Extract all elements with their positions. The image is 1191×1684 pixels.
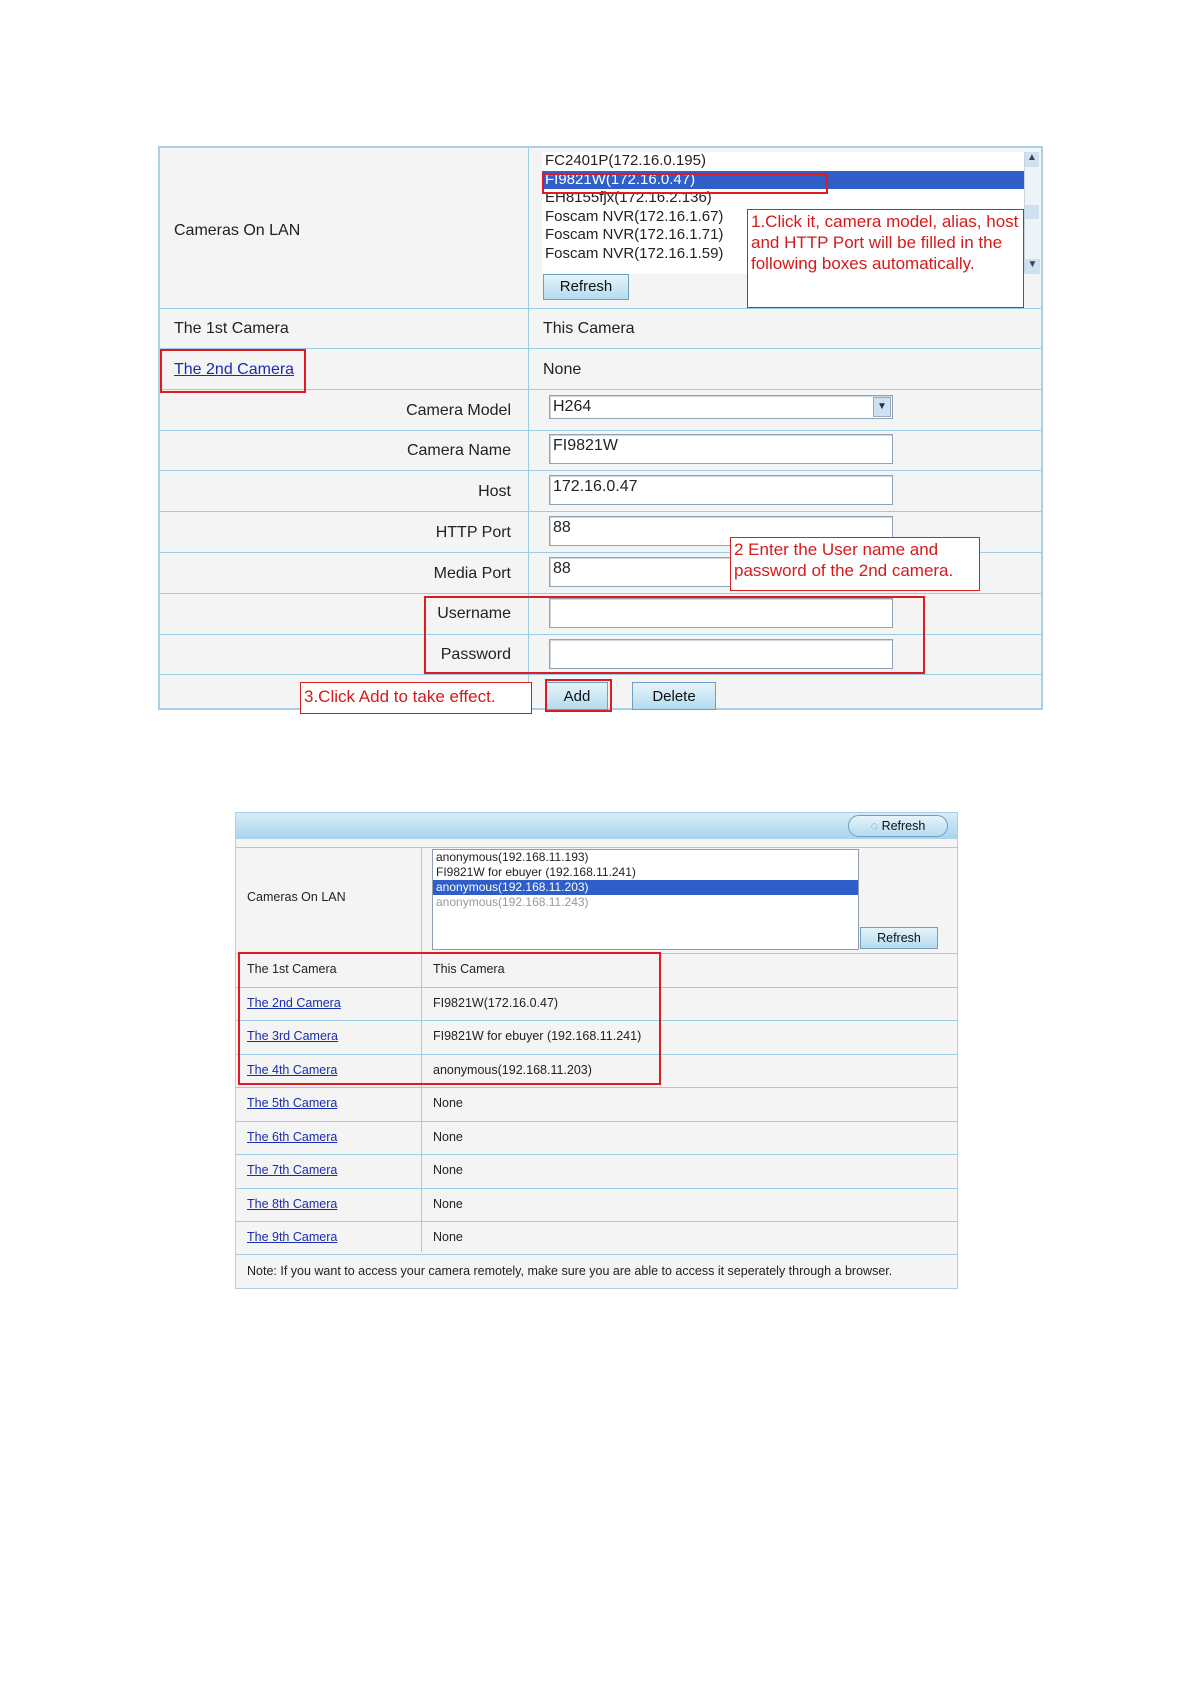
row-divider [160,593,1041,594]
first-camera-label: The 1st Camera [174,320,289,337]
row-divider [236,1121,957,1122]
lan-refresh-button[interactable]: Refresh [860,927,938,949]
row-divider [160,308,1041,309]
camera-settings-panel-2 [235,812,958,1289]
camera-slot-label[interactable]: The 3rd Camera [247,1029,339,1043]
camera-slot-value: None [433,1130,463,1144]
first-camera-value: This Camera [543,320,635,337]
second-camera-link[interactable]: The 2nd Camera [174,361,295,378]
lan-camera-item[interactable]: Foscam NVR(172.16.1.67) [545,207,724,225]
camera-name-label: Camera Name [406,442,511,459]
camera-settings-panel-1 [158,146,1043,710]
row-divider [160,430,1041,431]
row-divider [236,1154,957,1155]
lan-camera-item[interactable]: Foscam NVR(172.16.1.59) [545,244,724,262]
row-divider [160,674,1041,675]
password-label: Password [440,646,511,663]
refresh-icon: ◌ [870,819,879,833]
http-port-label: HTTP Port [435,524,511,541]
camera-slot-value: This Camera [433,962,505,976]
list-scrollbar[interactable] [1024,152,1039,274]
scroll-thumb[interactable] [1025,205,1039,219]
camera-slot-value: None [433,1096,463,1110]
row-divider [236,1221,957,1222]
camera-slot-label[interactable]: The 2nd Camera [247,996,341,1010]
scroll-up-icon[interactable]: ▲ [1025,152,1039,167]
camera-slot-value: FI9821W for ebuyer (192.168.11.241) [433,1029,642,1043]
http-port-input[interactable]: 88 [549,516,893,546]
lan-camera-item[interactable]: Foscam NVR(172.16.1.71) [545,226,724,243]
row-divider [236,847,957,848]
lan-refresh-button[interactable]: Refresh [543,274,629,300]
camera-slot-label[interactable]: The 7th Camera [247,1163,338,1177]
camera-slot-label: The 1st Camera [247,962,337,976]
camera-slot-value: FI9821W(172.16.0.47) [433,996,559,1010]
row-divider [236,1188,957,1189]
cameras-on-lan-list[interactable] [432,849,859,950]
chevron-down-icon[interactable]: ▼ [873,397,891,417]
camera-slot-label[interactable]: The 4th Camera [247,1063,338,1077]
media-port-label: Media Port [433,565,511,582]
add-button[interactable]: Add [546,682,608,710]
highlight-selected-camera [542,173,828,194]
highlight-added-cameras [238,952,661,1085]
camera-slot-value: None [433,1230,463,1244]
camera-slot-label[interactable]: The 8th Camera [247,1197,338,1211]
lan-camera-item[interactable]: EH8155fjx(172.16.2.136) [545,189,712,206]
callout-step-3: 3.Click Add to take effect. [300,682,532,714]
camera-slot-label[interactable]: The 5th Camera [247,1096,338,1110]
camera-slot-label[interactable]: The 6th Camera [247,1130,338,1144]
callout-step-2: 2 Enter the User name and password of the 2nd camera. [730,537,980,591]
cameras-on-lan-label: Cameras On LAN [174,222,301,239]
lan-camera-item[interactable]: anonymous(192.168.11.203) [433,880,858,895]
row-divider [236,1087,957,1088]
second-camera-value: None [543,361,582,378]
camera-model-select[interactable] [549,395,893,419]
highlight-second-camera [160,349,306,393]
lan-camera-item[interactable]: FI9821W(172.16.0.47) [542,171,1025,190]
camera-slot-value: None [433,1163,463,1177]
row-divider [236,1254,957,1255]
camera-model-label: Camera Model [406,402,511,419]
delete-button[interactable]: Delete [632,682,716,710]
lan-camera-item[interactable]: FI9821W for ebuyer (192.168.11.241) [436,865,636,879]
highlight-add-button [545,679,612,712]
camera-model-value: H264 [553,398,592,415]
username-label: Username [437,605,511,622]
row-divider [160,511,1041,512]
header-refresh-button[interactable] [848,815,948,837]
lan-camera-item[interactable]: anonymous(192.168.11.193) [436,850,589,864]
row-divider [160,470,1041,471]
lan-camera-item[interactable]: anonymous(192.168.11.243) [436,895,589,909]
host-input[interactable]: 172.16.0.47 [549,475,893,505]
header-refresh-label: Refresh [881,819,926,833]
host-label: Host [478,483,511,500]
camera-slot-value: None [433,1197,463,1211]
camera-name-input[interactable]: FI9821W [549,434,893,464]
highlight-credentials [424,596,925,674]
camera-slot-value: anonymous(192.168.11.203) [433,1063,592,1077]
scroll-down-icon[interactable]: ▼ [1025,259,1040,274]
remote-access-note: Note: If you want to access your camera remotely, make sure you are able to access it seperately through a browser. [247,1264,893,1278]
camera-slot-label[interactable]: The 9th Camera [247,1230,338,1244]
cameras-on-lan-label: Cameras On LAN [247,890,346,904]
callout-step-1: 1.Click it, camera model, alias, host and HTTP Port will be filled in the following boxes automatically. [747,209,1024,308]
lan-camera-item[interactable]: FC2401P(172.16.0.195) [545,152,706,169]
media-port-input[interactable]: 88 [549,557,893,587]
